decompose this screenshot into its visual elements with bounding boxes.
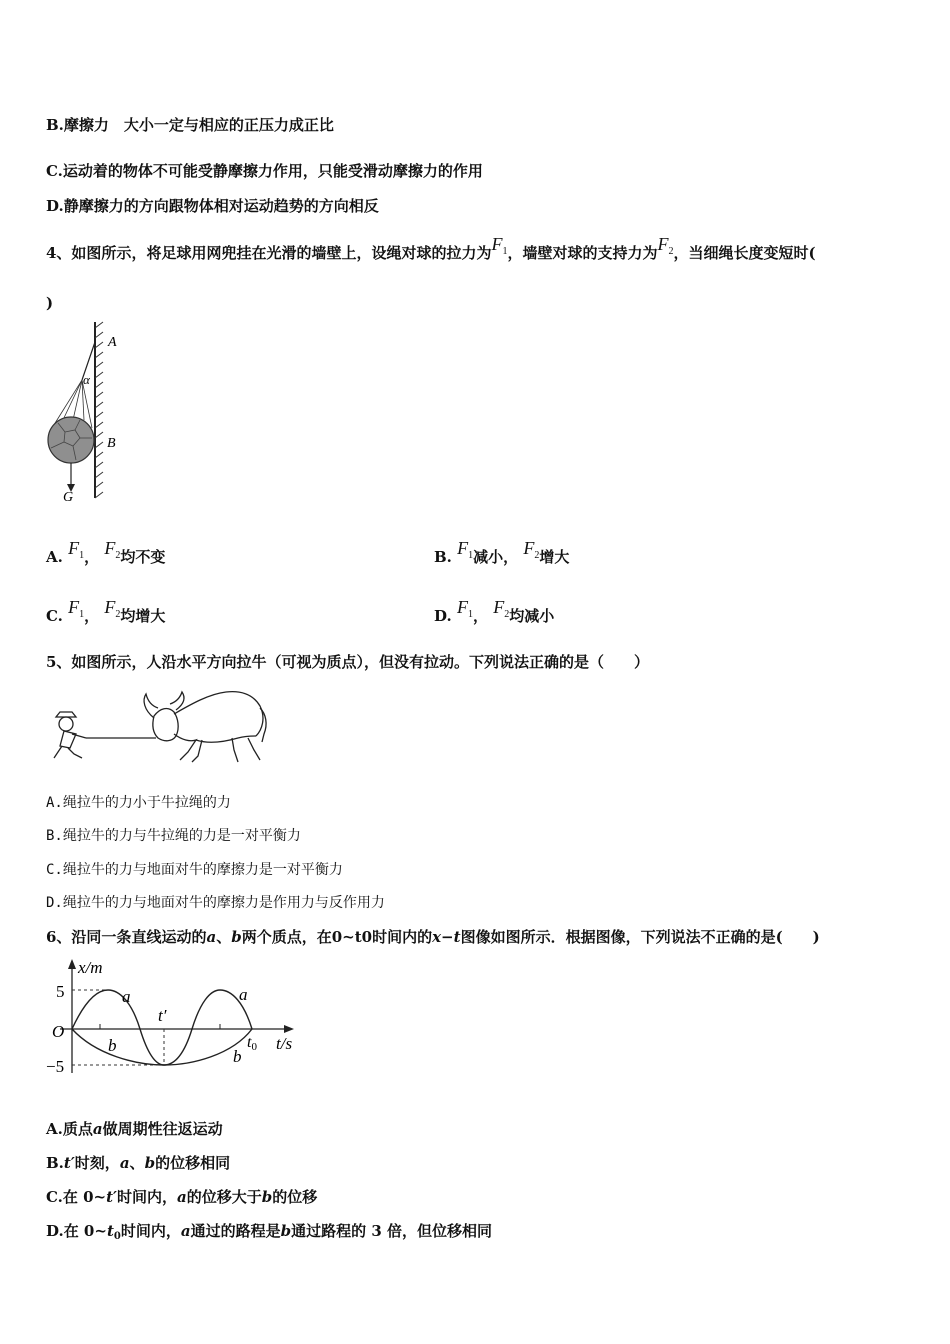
y-axis-label: x/m	[78, 958, 103, 977]
f2-symbol: $F_2$	[523, 538, 540, 561]
label-g: G	[63, 490, 74, 505]
person	[54, 712, 86, 758]
q4-stem	[46, 234, 816, 266]
q4-option-c: C. $F_1$， $F_2$均增大	[46, 597, 166, 625]
q4-option-d: D. $F_1$， $F_2$均减小	[434, 597, 555, 625]
curve-b-label: b	[233, 1047, 242, 1066]
q6-option-b: B.t′时刻，a、b的位移相同	[46, 1154, 231, 1172]
ball-on-wall-figure	[40, 320, 130, 510]
t0-label: t0	[247, 1034, 257, 1053]
q5-option-d: D.绳拉牛的力与地面对牛的摩擦力是作用力与反作用力	[46, 895, 385, 911]
f1-symbol: $F_1$	[68, 538, 85, 561]
label-alpha: α	[83, 372, 90, 387]
q4-option-a: A. $F_1$， $F_2$均不变	[46, 538, 166, 566]
football	[48, 417, 94, 463]
x-axis-label: t/s	[276, 1034, 293, 1053]
f1-symbol: $F_1$	[68, 597, 85, 620]
curve-a	[72, 990, 252, 1065]
label-b: B	[107, 436, 116, 451]
f2-symbol: $F_2$	[657, 234, 674, 257]
q6-option-c: C.在 0~t′时间内，a的位移大于b的位移	[46, 1188, 318, 1206]
q4-stem-part1: 4、如图所示，将足球用网兜挂在光滑的墙壁上，设绳对球的拉力为	[46, 244, 492, 262]
f1-symbol: $F_1$	[491, 234, 508, 257]
curve-b-label: b	[108, 1036, 117, 1055]
q5-stem: 5、如图所示，人沿水平方向拉牛（可视为质点），但没有拉动。下列说法正确的是（ ）	[46, 653, 649, 671]
f1-symbol: $F_1$	[457, 538, 474, 561]
person-pulling-ox-figure	[48, 684, 268, 774]
q3-option-c: C.运动着的物体不可能受静摩擦力作用，只能受滑动摩擦力的作用	[46, 162, 483, 180]
q5-option-a: A.绳拉牛的力小于牛拉绳的力	[46, 795, 231, 811]
q5-option-c: C.绳拉牛的力与地面对牛的摩擦力是一对平衡力	[46, 862, 343, 878]
f2-symbol: $F_2$	[493, 597, 510, 620]
f1-symbol: $F_1$	[456, 597, 473, 620]
curve-a-label: a	[122, 987, 131, 1006]
wall-hatching	[95, 322, 103, 498]
label-a: A	[108, 335, 117, 350]
q4-stem-part3: ，当细绳长度变短时(	[673, 244, 816, 262]
q6-option-a: A.质点a做周期性往返运动	[46, 1120, 223, 1138]
origin-label: O	[52, 1022, 65, 1041]
tick-label-minus5: −5	[46, 1057, 65, 1076]
tick-label-5: 5	[56, 982, 65, 1001]
q6-option-d: D.在 $0\sim t_0$时间内，a通过的路程是b通过路程的 3 倍，但位移相同	[46, 1222, 492, 1242]
q6-stem: 6、沿同一条直线运动的a、b两个质点，在0~t0时间内的x−t图像如图所示．根据图像，下列说法不正确的是( )	[46, 928, 820, 946]
f2-symbol: $F_2$	[104, 597, 121, 620]
curve-a-label: a	[239, 985, 248, 1004]
q4-stem-part2: ，墙壁对球的支持力为	[507, 244, 658, 262]
ox	[144, 692, 266, 762]
xt-graph	[40, 955, 310, 1080]
f2-symbol: $F_2$	[104, 538, 121, 561]
q5-option-b: B.绳拉牛的力与牛拉绳的力是一对平衡力	[46, 828, 301, 844]
q4-stem-end: )	[46, 294, 54, 312]
tprime-label: t′	[158, 1006, 167, 1025]
q4-option-b: B. $F_1$减小， $F_2$增大	[434, 538, 570, 566]
curve-b	[72, 1029, 252, 1065]
q3-option-d: D.静摩擦力的方向跟物体相对运动趋势的方向相反	[46, 197, 379, 215]
q3-option-b: B.摩擦力 大小一定与相应的正压力成正比	[46, 116, 334, 134]
